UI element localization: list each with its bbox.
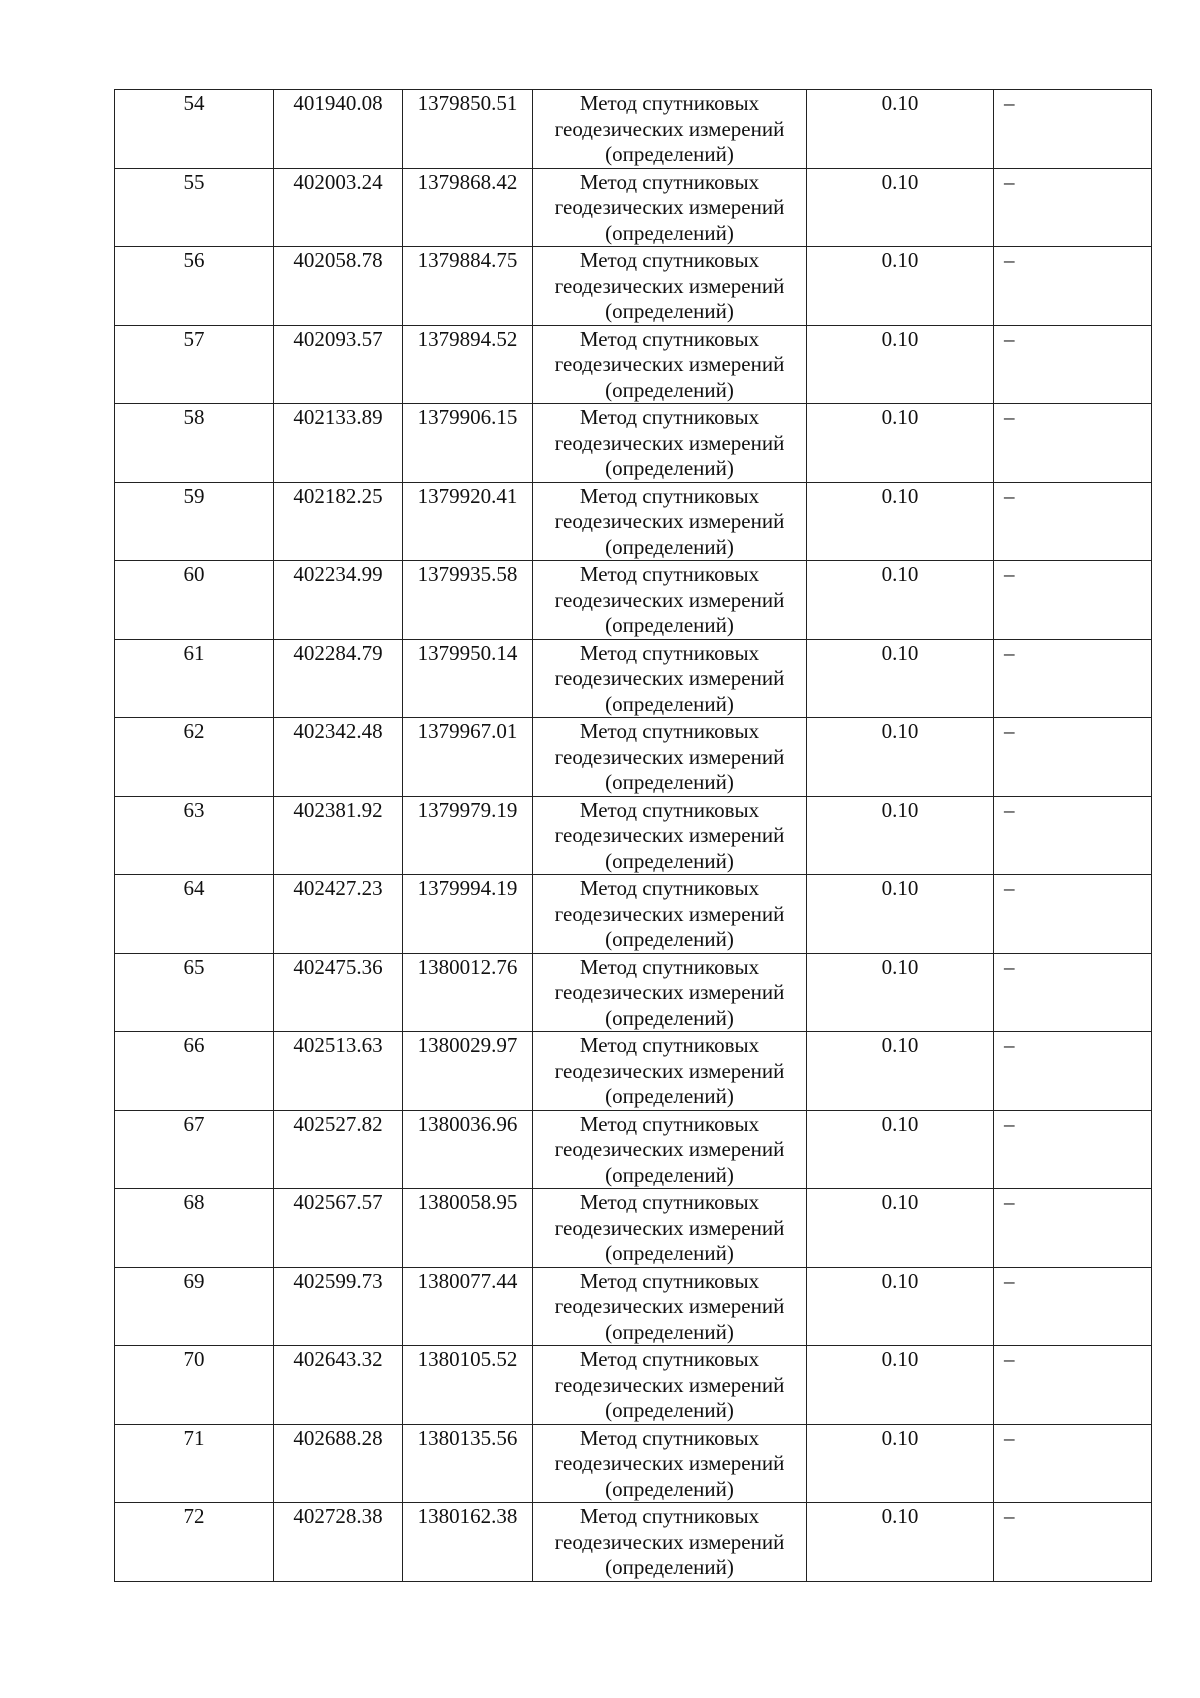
table-row — [115, 953, 1152, 1032]
method-cell: Метод спутниковых геодезических измерений (определений) — [533, 1424, 807, 1503]
point-number-cell: 55 — [115, 168, 274, 247]
x-coordinate-cell: 401940.08 — [274, 90, 403, 169]
x-coordinate-cell: 402058.78 — [274, 247, 403, 326]
table-row — [115, 325, 1152, 404]
y-coordinate-cell: 1380105.52 — [403, 1346, 533, 1425]
point-number-cell: 65 — [115, 953, 274, 1032]
note-cell: – — [994, 718, 1152, 797]
accuracy-cell: 0.10 — [807, 404, 994, 483]
accuracy-cell: 0.10 — [807, 639, 994, 718]
y-coordinate-cell: 1379967.01 — [403, 718, 533, 797]
x-coordinate-cell: 402513.63 — [274, 1032, 403, 1111]
method-cell: Метод спутниковых геодезических измерений (определений) — [533, 875, 807, 954]
point-number-cell: 71 — [115, 1424, 274, 1503]
note-cell: – — [994, 639, 1152, 718]
y-coordinate-cell: 1379894.52 — [403, 325, 533, 404]
point-number-cell: 56 — [115, 247, 274, 326]
y-coordinate-cell: 1380162.38 — [403, 1503, 533, 1582]
method-cell: Метод спутниковых геодезических измерений (определений) — [533, 1346, 807, 1425]
coordinates-table-body — [115, 90, 1152, 1582]
point-number-cell: 57 — [115, 325, 274, 404]
y-coordinate-cell: 1379935.58 — [403, 561, 533, 640]
x-coordinate-cell: 402688.28 — [274, 1424, 403, 1503]
x-coordinate-cell: 402342.48 — [274, 718, 403, 797]
method-cell: Метод спутниковых геодезических измерений (определений) — [533, 561, 807, 640]
y-coordinate-cell: 1379994.19 — [403, 875, 533, 954]
accuracy-cell: 0.10 — [807, 247, 994, 326]
table-row — [115, 1110, 1152, 1189]
point-number-cell: 63 — [115, 796, 274, 875]
table-row — [115, 90, 1152, 169]
point-number-cell: 59 — [115, 482, 274, 561]
method-cell: Метод спутниковых геодезических измерений (определений) — [533, 1189, 807, 1268]
method-cell: Метод спутниковых геодезических измерений (определений) — [533, 796, 807, 875]
coordinates-table — [114, 89, 1152, 1582]
table-row — [115, 639, 1152, 718]
table-row — [115, 168, 1152, 247]
accuracy-cell: 0.10 — [807, 1189, 994, 1268]
x-coordinate-cell: 402284.79 — [274, 639, 403, 718]
point-number-cell: 70 — [115, 1346, 274, 1425]
x-coordinate-cell: 402527.82 — [274, 1110, 403, 1189]
note-cell: – — [994, 168, 1152, 247]
x-coordinate-cell: 402599.73 — [274, 1267, 403, 1346]
table-row — [115, 404, 1152, 483]
point-number-cell: 62 — [115, 718, 274, 797]
note-cell: – — [994, 90, 1152, 169]
table-row — [115, 1346, 1152, 1425]
method-cell: Метод спутниковых геодезических измерений (определений) — [533, 325, 807, 404]
accuracy-cell: 0.10 — [807, 1032, 994, 1111]
x-coordinate-cell: 402003.24 — [274, 168, 403, 247]
table-row — [115, 561, 1152, 640]
note-cell: – — [994, 325, 1152, 404]
x-coordinate-cell: 402093.57 — [274, 325, 403, 404]
y-coordinate-cell: 1380012.76 — [403, 953, 533, 1032]
point-number-cell: 60 — [115, 561, 274, 640]
y-coordinate-cell: 1380029.97 — [403, 1032, 533, 1111]
method-cell: Метод спутниковых геодезических измерений (определений) — [533, 90, 807, 169]
x-coordinate-cell: 402643.32 — [274, 1346, 403, 1425]
accuracy-cell: 0.10 — [807, 1346, 994, 1425]
table-row — [115, 247, 1152, 326]
y-coordinate-cell: 1380077.44 — [403, 1267, 533, 1346]
accuracy-cell: 0.10 — [807, 1110, 994, 1189]
accuracy-cell: 0.10 — [807, 1424, 994, 1503]
table-row — [115, 718, 1152, 797]
method-cell: Метод спутниковых геодезических измерений (определений) — [533, 247, 807, 326]
table-row — [115, 1032, 1152, 1111]
point-number-cell: 67 — [115, 1110, 274, 1189]
accuracy-cell: 0.10 — [807, 168, 994, 247]
x-coordinate-cell: 402381.92 — [274, 796, 403, 875]
table-row — [115, 796, 1152, 875]
note-cell: – — [994, 561, 1152, 640]
method-cell: Метод спутниковых геодезических измерений (определений) — [533, 1267, 807, 1346]
table-row — [115, 1189, 1152, 1268]
y-coordinate-cell: 1379906.15 — [403, 404, 533, 483]
y-coordinate-cell: 1379979.19 — [403, 796, 533, 875]
point-number-cell: 64 — [115, 875, 274, 954]
accuracy-cell: 0.10 — [807, 90, 994, 169]
method-cell: Метод спутниковых геодезических измерений (определений) — [533, 639, 807, 718]
table-row — [115, 482, 1152, 561]
method-cell: Метод спутниковых геодезических измерений (определений) — [533, 482, 807, 561]
y-coordinate-cell: 1379884.75 — [403, 247, 533, 326]
accuracy-cell: 0.10 — [807, 718, 994, 797]
y-coordinate-cell: 1379868.42 — [403, 168, 533, 247]
point-number-cell: 72 — [115, 1503, 274, 1582]
y-coordinate-cell: 1379850.51 — [403, 90, 533, 169]
y-coordinate-cell: 1380036.96 — [403, 1110, 533, 1189]
x-coordinate-cell: 402234.99 — [274, 561, 403, 640]
accuracy-cell: 0.10 — [807, 1267, 994, 1346]
accuracy-cell: 0.10 — [807, 875, 994, 954]
note-cell: – — [994, 482, 1152, 561]
method-cell: Метод спутниковых геодезических измерений (определений) — [533, 168, 807, 247]
y-coordinate-cell: 1379920.41 — [403, 482, 533, 561]
x-coordinate-cell: 402475.36 — [274, 953, 403, 1032]
accuracy-cell: 0.10 — [807, 561, 994, 640]
x-coordinate-cell: 402133.89 — [274, 404, 403, 483]
y-coordinate-cell: 1380135.56 — [403, 1424, 533, 1503]
method-cell: Метод спутниковых геодезических измерений (определений) — [533, 1503, 807, 1582]
note-cell: – — [994, 953, 1152, 1032]
y-coordinate-cell: 1380058.95 — [403, 1189, 533, 1268]
method-cell: Метод спутниковых геодезических измерений (определений) — [533, 1032, 807, 1111]
note-cell: – — [994, 1032, 1152, 1111]
note-cell: – — [994, 1189, 1152, 1268]
accuracy-cell: 0.10 — [807, 325, 994, 404]
note-cell: – — [994, 1503, 1152, 1582]
note-cell: – — [994, 1267, 1152, 1346]
x-coordinate-cell: 402182.25 — [274, 482, 403, 561]
point-number-cell: 61 — [115, 639, 274, 718]
method-cell: Метод спутниковых геодезических измерений (определений) — [533, 1110, 807, 1189]
accuracy-cell: 0.10 — [807, 482, 994, 561]
table-row — [115, 1424, 1152, 1503]
note-cell: – — [994, 875, 1152, 954]
note-cell: – — [994, 1424, 1152, 1503]
table-row — [115, 1267, 1152, 1346]
x-coordinate-cell: 402728.38 — [274, 1503, 403, 1582]
note-cell: – — [994, 1346, 1152, 1425]
note-cell: – — [994, 247, 1152, 326]
method-cell: Метод спутниковых геодезических измерений (определений) — [533, 718, 807, 797]
note-cell: – — [994, 796, 1152, 875]
accuracy-cell: 0.10 — [807, 796, 994, 875]
point-number-cell: 69 — [115, 1267, 274, 1346]
table-row — [115, 875, 1152, 954]
method-cell: Метод спутниковых геодезических измерений (определений) — [533, 953, 807, 1032]
x-coordinate-cell: 402567.57 — [274, 1189, 403, 1268]
point-number-cell: 68 — [115, 1189, 274, 1268]
note-cell: – — [994, 1110, 1152, 1189]
x-coordinate-cell: 402427.23 — [274, 875, 403, 954]
accuracy-cell: 0.10 — [807, 953, 994, 1032]
table-row — [115, 1503, 1152, 1582]
accuracy-cell: 0.10 — [807, 1503, 994, 1582]
point-number-cell: 66 — [115, 1032, 274, 1111]
note-cell: – — [994, 404, 1152, 483]
point-number-cell: 58 — [115, 404, 274, 483]
method-cell: Метод спутниковых геодезических измерений (определений) — [533, 404, 807, 483]
y-coordinate-cell: 1379950.14 — [403, 639, 533, 718]
point-number-cell: 54 — [115, 90, 274, 169]
